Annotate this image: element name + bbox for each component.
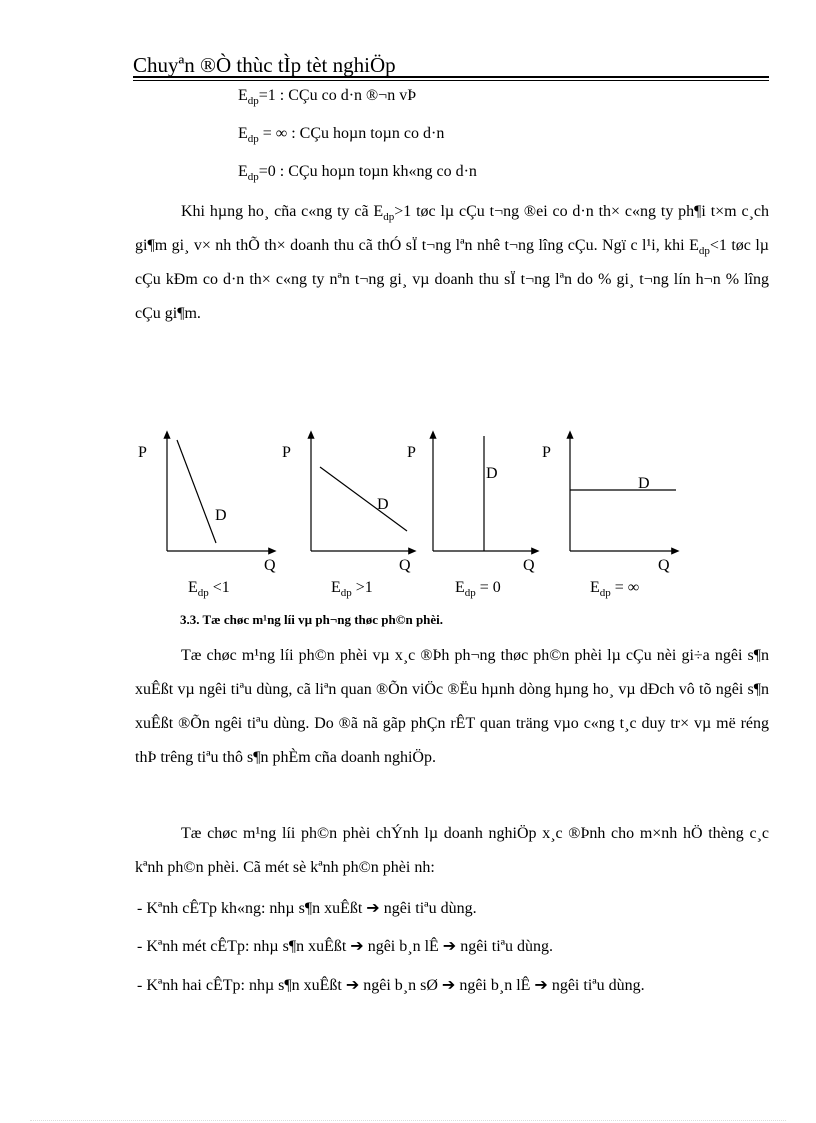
graph2-elasticity-label: $E_{dp} >1$	[331, 579, 373, 599]
graph2-curve-label: D	[377, 496, 389, 513]
graph1-axis-p: P	[138, 444, 147, 461]
elasticity-line: $E_{dp}$ = ∞ : CÇu hoµn toµn co d·n	[238, 125, 445, 145]
graph4-curve-label: D	[638, 475, 650, 492]
graph1-axis-q: Q	[264, 557, 276, 574]
graph1-curve-label: D	[215, 507, 227, 524]
demand-curve	[320, 467, 407, 531]
graph-elastic	[311, 434, 413, 551]
channel-item-zero-level: - Kªnh cÊTp kh«ng: nhµ s¶n xuÊßt ➔ ngêi tiªu dùng.	[137, 900, 477, 917]
graph2-axis-p: P	[282, 444, 291, 461]
page-header-title: Chuyªn ®Ò thùc tÌp tèt nghiÖp	[133, 53, 396, 77]
elasticity-line: $E_{dp}=1$ : CÇu co d·n ®¬n vÞ	[238, 87, 417, 107]
elasticity-line: $E_{dp}=0$ : CÇu hoµn toµn kh«ng co d·n	[238, 163, 477, 183]
graph-inelastic	[167, 434, 273, 551]
demand-curve	[177, 440, 216, 543]
channel-item-one-level: - Kªnh mét cÊTp: nhµ s¶n xuÊßt ➔ ngêi b¸n lÊ ➔ ngêi tiªu dùng.	[137, 938, 554, 955]
graph3-elasticity-label: $E_{dp} = 0$	[455, 579, 501, 599]
graph-perfectly-inelastic	[433, 434, 536, 551]
paragraph-channels-intro: Tæ chøc m¹ng líi ph©n phèi chÝnh lµ doanh nghiÖp x¸c ®Þnh cho m×nh hÖ thèng c¸c kªnh ph©n phèi. Cã mét sè kªnh ph©n phèi nh:	[135, 825, 769, 876]
graph3-axis-p: P	[407, 444, 416, 461]
graph3-axis-q: Q	[523, 557, 535, 574]
graph4-elasticity-label: $E_{dp}$ = ∞	[590, 579, 640, 599]
graph4-axis-q: Q	[658, 557, 670, 574]
graph3-curve-label: D	[486, 465, 498, 482]
channel-item-two-level: - Kªnh hai cÊTp: nhµ s¶n xuÊßt ➔ ngêi b¸n sØ ➔ ngêi b¸n lÊ ➔ ngêi tiªu dùng.	[137, 977, 645, 994]
graph-perfectly-elastic	[570, 434, 676, 551]
graph4-axis-p: P	[542, 444, 551, 461]
section-title: 3.3. Tæ chøc m¹ng líi vµ ph¬ng thøc ph©n phèi.	[180, 612, 444, 627]
paragraph-pricing: Khi hµng ho¸ cña c«ng ty cã $E_{dp}>1$ tøc lµ cÇu t¬ng ®ei co d·n th× c«ng ty ph¶i t×m c¸ch gi¶m gi¸ v× nh thÕ th× doanh thu cã thÓ sÏ t¬ng lªn nhê t¬ng lîng cÇu. Ngï c l¹i, khi $E_{dp}<1$ tøc lµ cÇu kÐm co d·n th× c«ng ty nªn t¬ng gi¸ vµ doanh thu sÏ t¬ng lªn do % gi¸ t¬ng lín h¬n % lîng cÇu gi¶m.	[135, 203, 770, 322]
graph1-elasticity-label: $E_{dp} <1$	[188, 579, 230, 599]
paragraph-distribution: Tæ chøc m¹ng líi ph©n phèi vµ x¸c ®Þh ph¬ng thøc ph©n phèi lµ cÇu nèi gi÷a ngêi s¶n xuÊßt vµ ngêi tiªu dùng, cã liªn quan ®Õn viÖc ®Ëu hµnh dòng hµng ho¸ vµ dÐch vô tõ ngêi s¶n xuÊßt ®Õn ngêi tiªu dùng. Do ®ã nã gãp phÇn rÊT quan träng vµo c«ng t¸c duy tr× vµ më réng thÞ trêng tiªu thô s¶n phÈm cña doanh nghiÖp.	[135, 647, 769, 766]
graph2-axis-q: Q	[399, 557, 411, 574]
page-bottom-border	[30, 1120, 786, 1121]
